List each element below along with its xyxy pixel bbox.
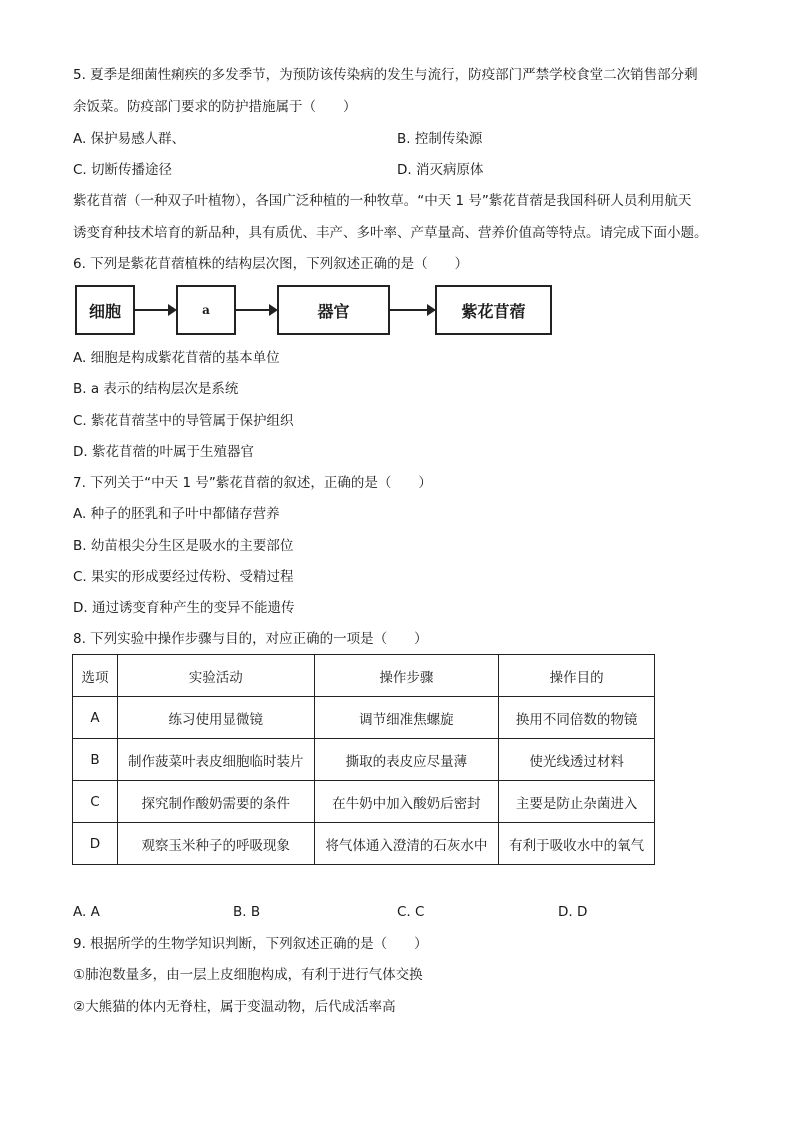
table-header-row [73,655,655,697]
flow-box-cell: 细胞 [75,285,135,335]
q7-stem: 7. 下列关于“中天 1 号”紫花苜蓿的叙述，正确的是（ ） [73,475,432,491]
q6-option-a: A. 细胞是构成紫花苜蓿的基本单位 [73,350,280,366]
intro-line2: 诱变育种技术培育的新品种，具有质优、丰产、多叶率、产草量高、营养价值高等特点。请完成下面小题。 [73,225,708,241]
table-cell: 使光线透过材料 [499,739,655,781]
table-cell: 练习使用显微镜 [117,697,314,739]
table-cell: 观察玉米种子的呼吸现象 [117,823,314,865]
q5-stem-line1: 5. 夏季是细菌性痢疾的多发季节，为预防该传染病的发生与流行，防疫部门严禁学校食堂二次销售部分剩 [73,67,698,83]
table-cell: 撕取的表皮应尽量薄 [314,739,499,781]
table-cell: B [73,739,118,781]
table-row [73,781,655,823]
q9-item-2: ②大熊猫的体内无脊柱，属于变温动物，后代成活率高 [73,999,396,1015]
q8-stem: 8. 下列实验中操作步骤与目的，对应正确的一项是（ ） [73,631,428,647]
table-cell: D [73,823,118,865]
q9-stem: 9. 根据所学的生物学知识判断，下列叙述正确的是（ ） [73,936,428,952]
table-cell: 将气体通入澄清的石灰水中 [314,823,499,865]
flow-arrow [135,309,175,311]
table-cell: C [73,781,118,823]
table-header-cell: 选项 [73,655,118,697]
q8-answer-d: D. D [558,904,588,920]
table-cell: 在牛奶中加入酸奶后密封 [314,781,499,823]
table-cell: A [73,697,118,739]
q7-option-a: A. 种子的胚乳和子叶中都储存营养 [73,506,280,522]
table-header-cell: 操作步骤 [314,655,499,697]
q7-option-c: C. 果实的形成要经过传粉、受精过程 [73,569,294,585]
q6-stem: 6. 下列是紫花苜蓿植株的结构层次图，下列叙述正确的是（ ） [73,256,469,272]
intro-line1: 紫花苜蓿（一种双子叶植物），各国广泛种植的一种牧草。“中天 1 号”紫花苜蓿是我国科研人员利用航天 [73,193,692,209]
table-cell: 有利于吸收水中的氧气 [499,823,655,865]
q6-option-d: D. 紫花苜蓿的叶属于生殖器官 [73,444,254,460]
q8-answer-b: B. B [233,904,261,920]
table-row [73,823,655,865]
table-row [73,697,655,739]
table-header-cell: 操作目的 [499,655,655,697]
q6-option-c: C. 紫花苜蓿茎中的导管属于保护组织 [73,413,294,429]
flow-box-alfalfa: 紫花苜蓿 [435,285,552,335]
q9-item-1: ①肺泡数量多，由一层上皮细胞构成，有利于进行气体交换 [73,967,423,983]
table-row [73,739,655,781]
table-cell: 主要是防止杂菌进入 [499,781,655,823]
q5-option-b: B. 控制传染源 [397,131,483,147]
flow-arrow [390,309,434,311]
q8-answer-a: A. A [73,904,100,920]
structure-flow-diagram [73,282,553,340]
experiment-table [72,654,655,865]
flow-arrow [236,309,276,311]
q6-option-b: B. a 表示的结构层次是系统 [73,381,239,397]
q5-option-c: C. 切断传播途径 [73,162,173,178]
table-cell: 调节细准焦螺旋 [314,697,499,739]
q5-option-a: A. 保护易感人群、 [73,131,186,147]
q5-option-d: D. 消灭病原体 [397,162,484,178]
table-cell: 换用不同倍数的物镜 [499,697,655,739]
q8-answer-c: C. C [397,904,425,920]
q7-option-d: D. 通过诱变育种产生的变异不能遗传 [73,600,295,616]
table-cell: 探究制作酸奶需要的条件 [117,781,314,823]
flow-box-a: a [176,285,236,335]
table-cell: 制作菠菜叶表皮细胞临时装片 [117,739,314,781]
q5-stem-line2: 余饭菜。防疫部门要求的防护措施属于（ ） [73,99,357,115]
flow-box-organ: 器官 [277,285,390,335]
q7-option-b: B. 幼苗根尖分生区是吸水的主要部位 [73,538,294,554]
table-header-cell: 实验活动 [117,655,314,697]
